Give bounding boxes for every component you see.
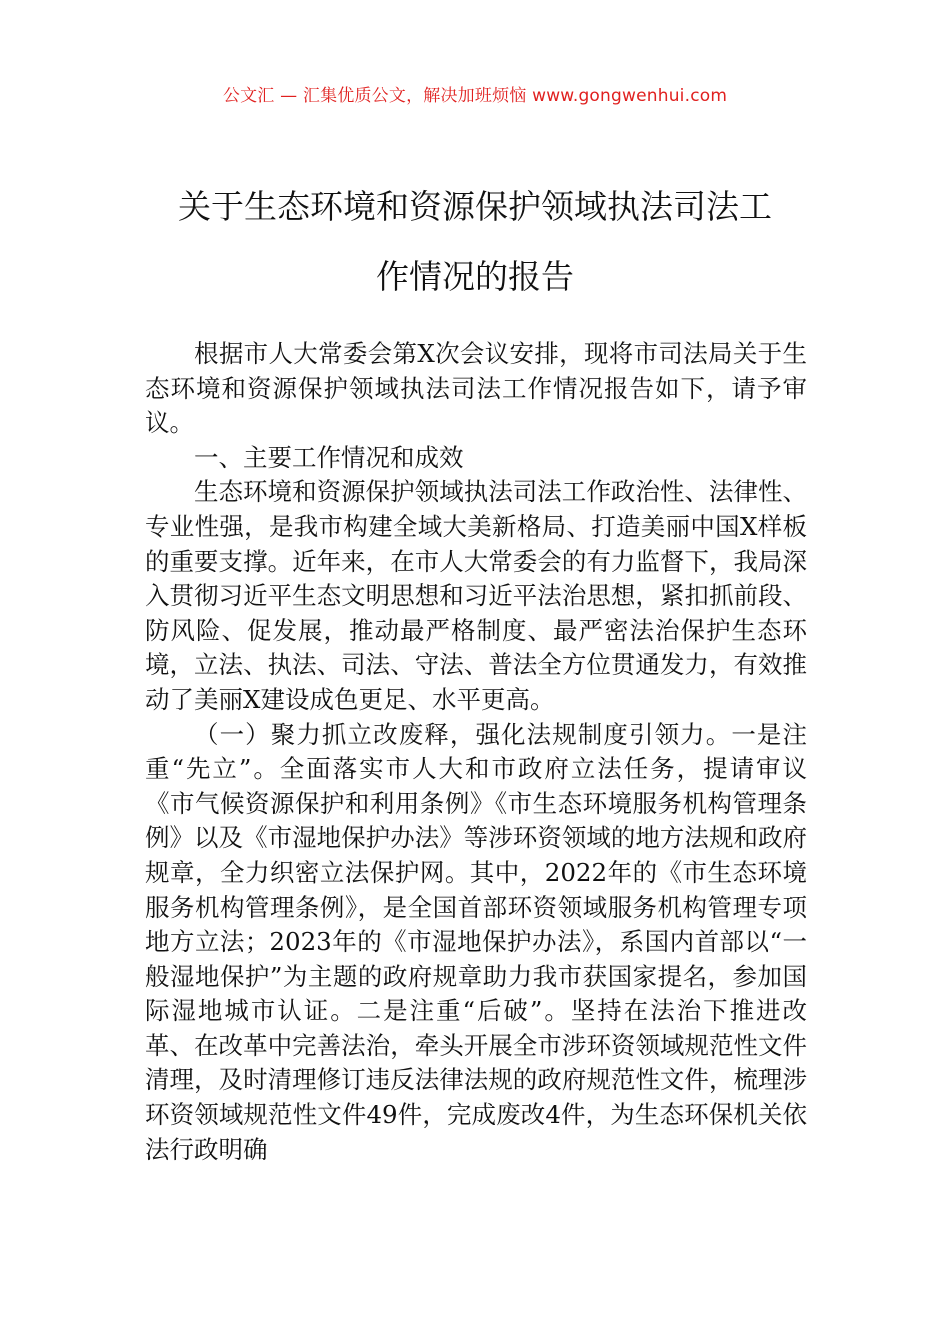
document-title-line-2: 作情况的报告: [376, 257, 574, 296]
header-banner: 公文汇 — 汇集优质公文，解决加班烦恼 www.gongwenhui.com: [222, 86, 728, 106]
document-title: [130, 172, 820, 312]
subsection-paragraph: （一）聚力抓立改废释，强化法规制度引领力。一是注重“先立”。全面落实市人大和市政府立法任务，提请审议《市气候资源保护和利用条例》《市生态环境服务机构管理条例》以及《市湿地保护办法》等涉环资领域的地方法规和政府规章，全力织密立法保护网。其中，2022年的《市生态环境服务机构管理条例》，是全国首部环资领域服务机构管理专项地方立法；2023年的《市湿地保护办法》，系国内首部以“一般湿地保护”为主题的政府规章助力我市获国家提名，参加国际湿地城市认证。二是注重“后破”。坚持在法治下推进改革、在改革中完善法治，牵头开展全市涉环资领域规范性文件清理，及时清理修订违反法律法规的政府规范性文件，梳理涉环资领域规范性文件49件，完成废改4件，为生态环保机关依法行政明确: [145, 719, 807, 1164]
document-body: [145, 337, 807, 1167]
document-title-line-1: 关于生态环境和资源保护领域执法司法工: [178, 187, 772, 226]
overview-paragraph: 生态环境和资源保护领域执法司法工作政治性、法律性、专业性强，是我市构建全域大美新格局、打造美丽中国X样板的重要支撑。近年来，在市人大常委会的有力监督下，我局深入贯彻习近平生态文明思想和习近平法治思想，紧扣抓前段、防风险、促发展，推动最严格制度、最严密法治保护生态环境，立法、执法、司法、守法、普法全方位贯通发力，有效推动了美丽X建设成色更足、水平更高。: [145, 477, 807, 714]
intro-paragraph: 根据市人大常委会第X次会议安排，现将市司法局关于生态环境和资源保护领域执法司法工作情况报告如下，请予审议。: [145, 339, 807, 438]
section-heading: 一、主要工作情况和成效: [194, 442, 464, 472]
